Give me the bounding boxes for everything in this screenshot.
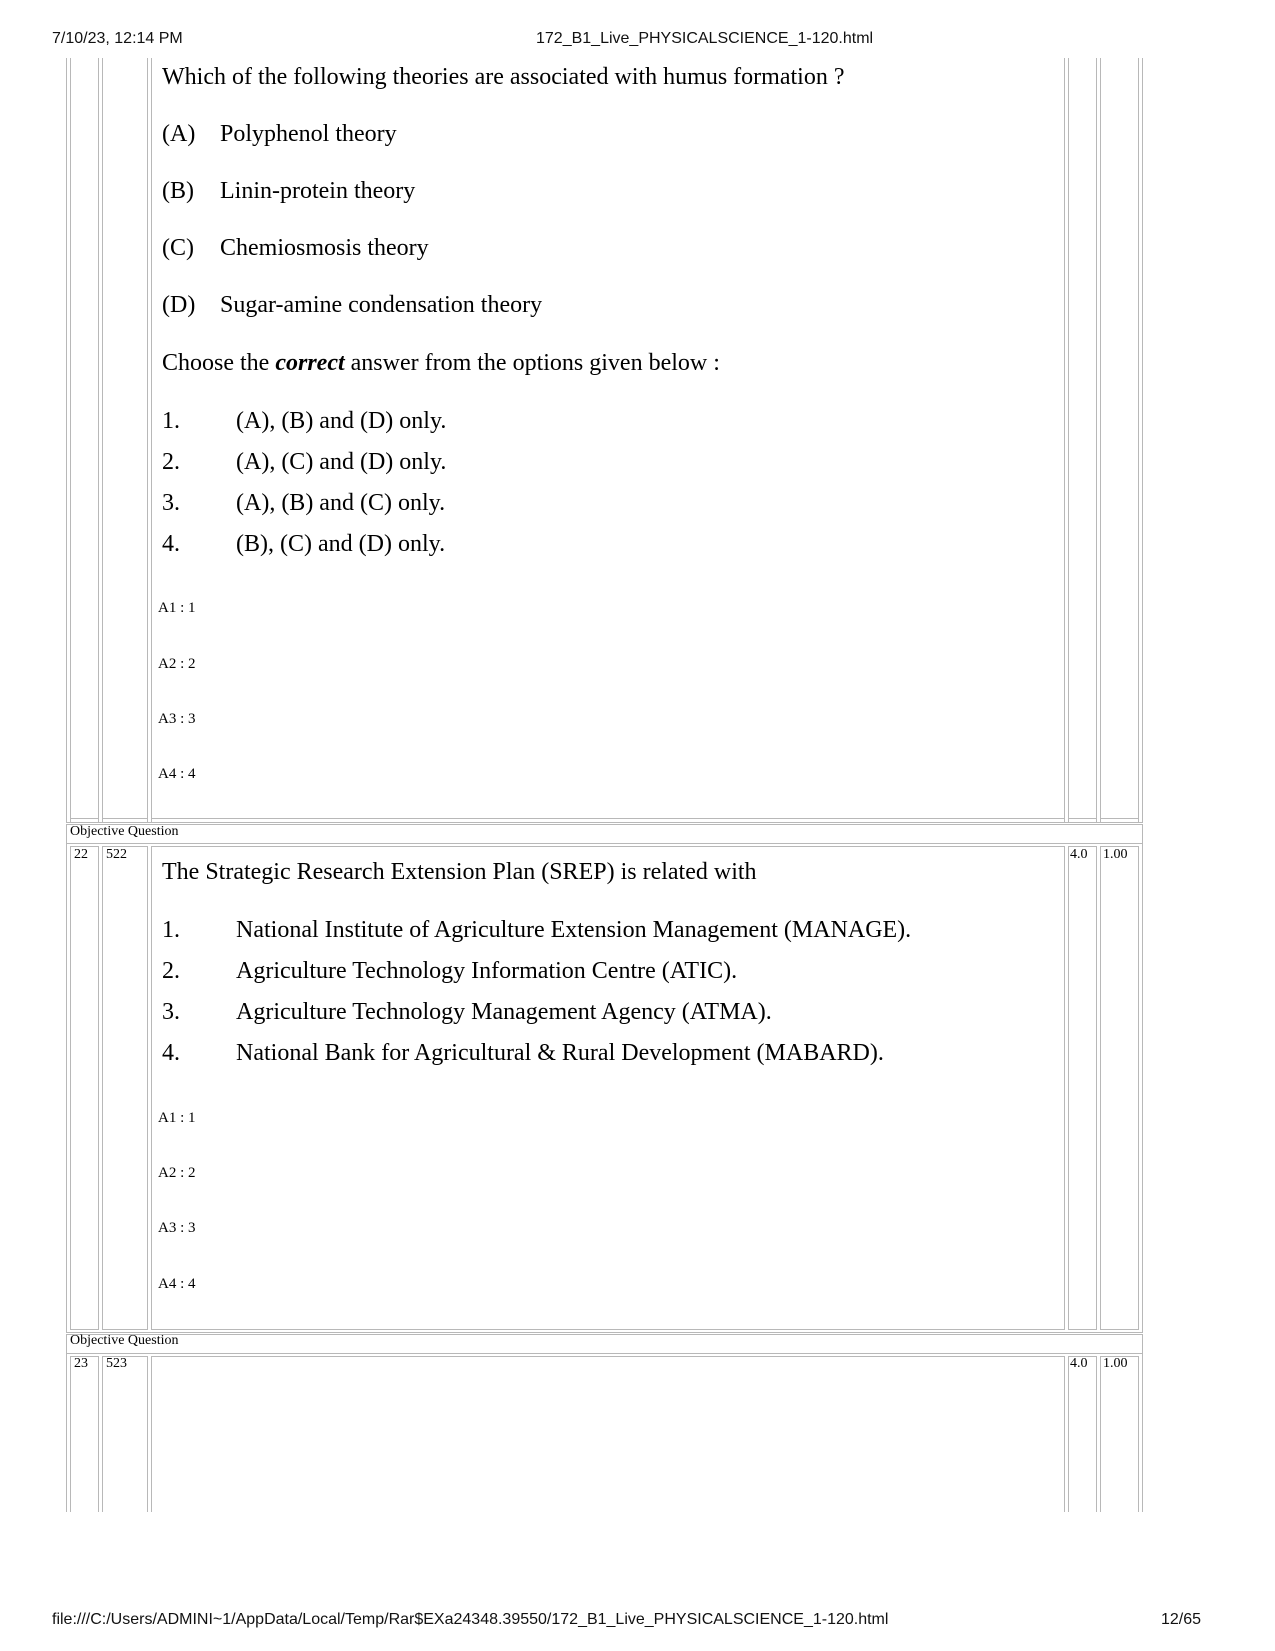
section-label: Objective Question [70, 1333, 179, 1348]
answer-key: A1 : 1 [158, 1110, 196, 1126]
serial-number: 23 [74, 1356, 88, 1371]
option-number: 1. [162, 917, 180, 943]
answer-key: A2 : 2 [158, 656, 196, 672]
option-text: Agriculture Technology Information Centre (ATIC). [236, 958, 738, 984]
statement-text: Chemiosmosis theory [220, 235, 429, 261]
statement-label: (B) [162, 178, 194, 204]
statement-label: (A) [162, 121, 196, 147]
statement-text: Sugar-amine condensation theory [220, 292, 543, 318]
serial-number: 22 [74, 847, 88, 862]
answer-key: A3 : 3 [158, 1220, 196, 1236]
section-header-box [66, 1334, 1143, 1354]
statement-label: (D) [162, 292, 196, 318]
section-label: Objective Question [70, 824, 179, 839]
question-text: The Strategic Research Extension Plan (SREP) is related with [162, 859, 757, 885]
answer-key: A4 : 4 [158, 1276, 196, 1292]
answer-key: A4 : 4 [158, 766, 196, 782]
statement-text: Polyphenol theory [220, 121, 397, 147]
document-title: 172_B1_Live_PHYSICALSCIENCE_1-120.html [536, 30, 874, 47]
negative-marks: 1.00 [1103, 847, 1128, 862]
question-id: 523 [106, 1356, 127, 1371]
option-number: 2. [162, 958, 180, 984]
option-text: (A), (C) and (D) only. [236, 449, 447, 475]
option-text: (A), (B) and (C) only. [236, 490, 446, 516]
option-number: 3. [162, 999, 180, 1025]
file-path: file:///C:/Users/ADMINI~1/AppData/Local/Temp/Rar$EXa24348.39550/172_B1_Live_PHYSICALSCIENCE_1-120.html [52, 1611, 889, 1628]
print-datetime: 7/10/23, 12:14 PM [52, 30, 183, 47]
option-text: (A), (B) and (D) only. [236, 408, 447, 434]
question-id: 522 [106, 847, 127, 862]
option-text: National Institute of Agriculture Extension Management (MANAGE). [236, 917, 912, 943]
answer-key: A2 : 2 [158, 1165, 196, 1181]
option-text: Agriculture Technology Management Agency (ATMA). [236, 999, 772, 1025]
answer-key: A1 : 1 [158, 600, 196, 616]
page-number: 12/65 [1161, 1611, 1202, 1628]
negative-marks: 1.00 [1103, 1356, 1128, 1371]
option-number: 3. [162, 490, 180, 516]
section-header-box [66, 824, 1143, 844]
statement-label: (C) [162, 235, 194, 261]
option-number: 4. [162, 1040, 180, 1066]
marks: 4.0 [1070, 1356, 1088, 1371]
option-text: National Bank for Agricultural & Rural Development (MABARD). [236, 1040, 884, 1066]
choose-instruction: Choose the correct answer from the options given below : [162, 350, 720, 376]
option-number: 1. [162, 408, 180, 434]
option-number: 2. [162, 449, 180, 475]
question-text: Which of the following theories are associated with humus formation ? [162, 64, 845, 90]
marks: 4.0 [1070, 847, 1088, 862]
statement-text: Linin-protein theory [220, 178, 416, 204]
answer-key: A3 : 3 [158, 711, 196, 727]
option-text: (B), (C) and (D) only. [236, 531, 446, 557]
option-number: 4. [162, 531, 180, 557]
